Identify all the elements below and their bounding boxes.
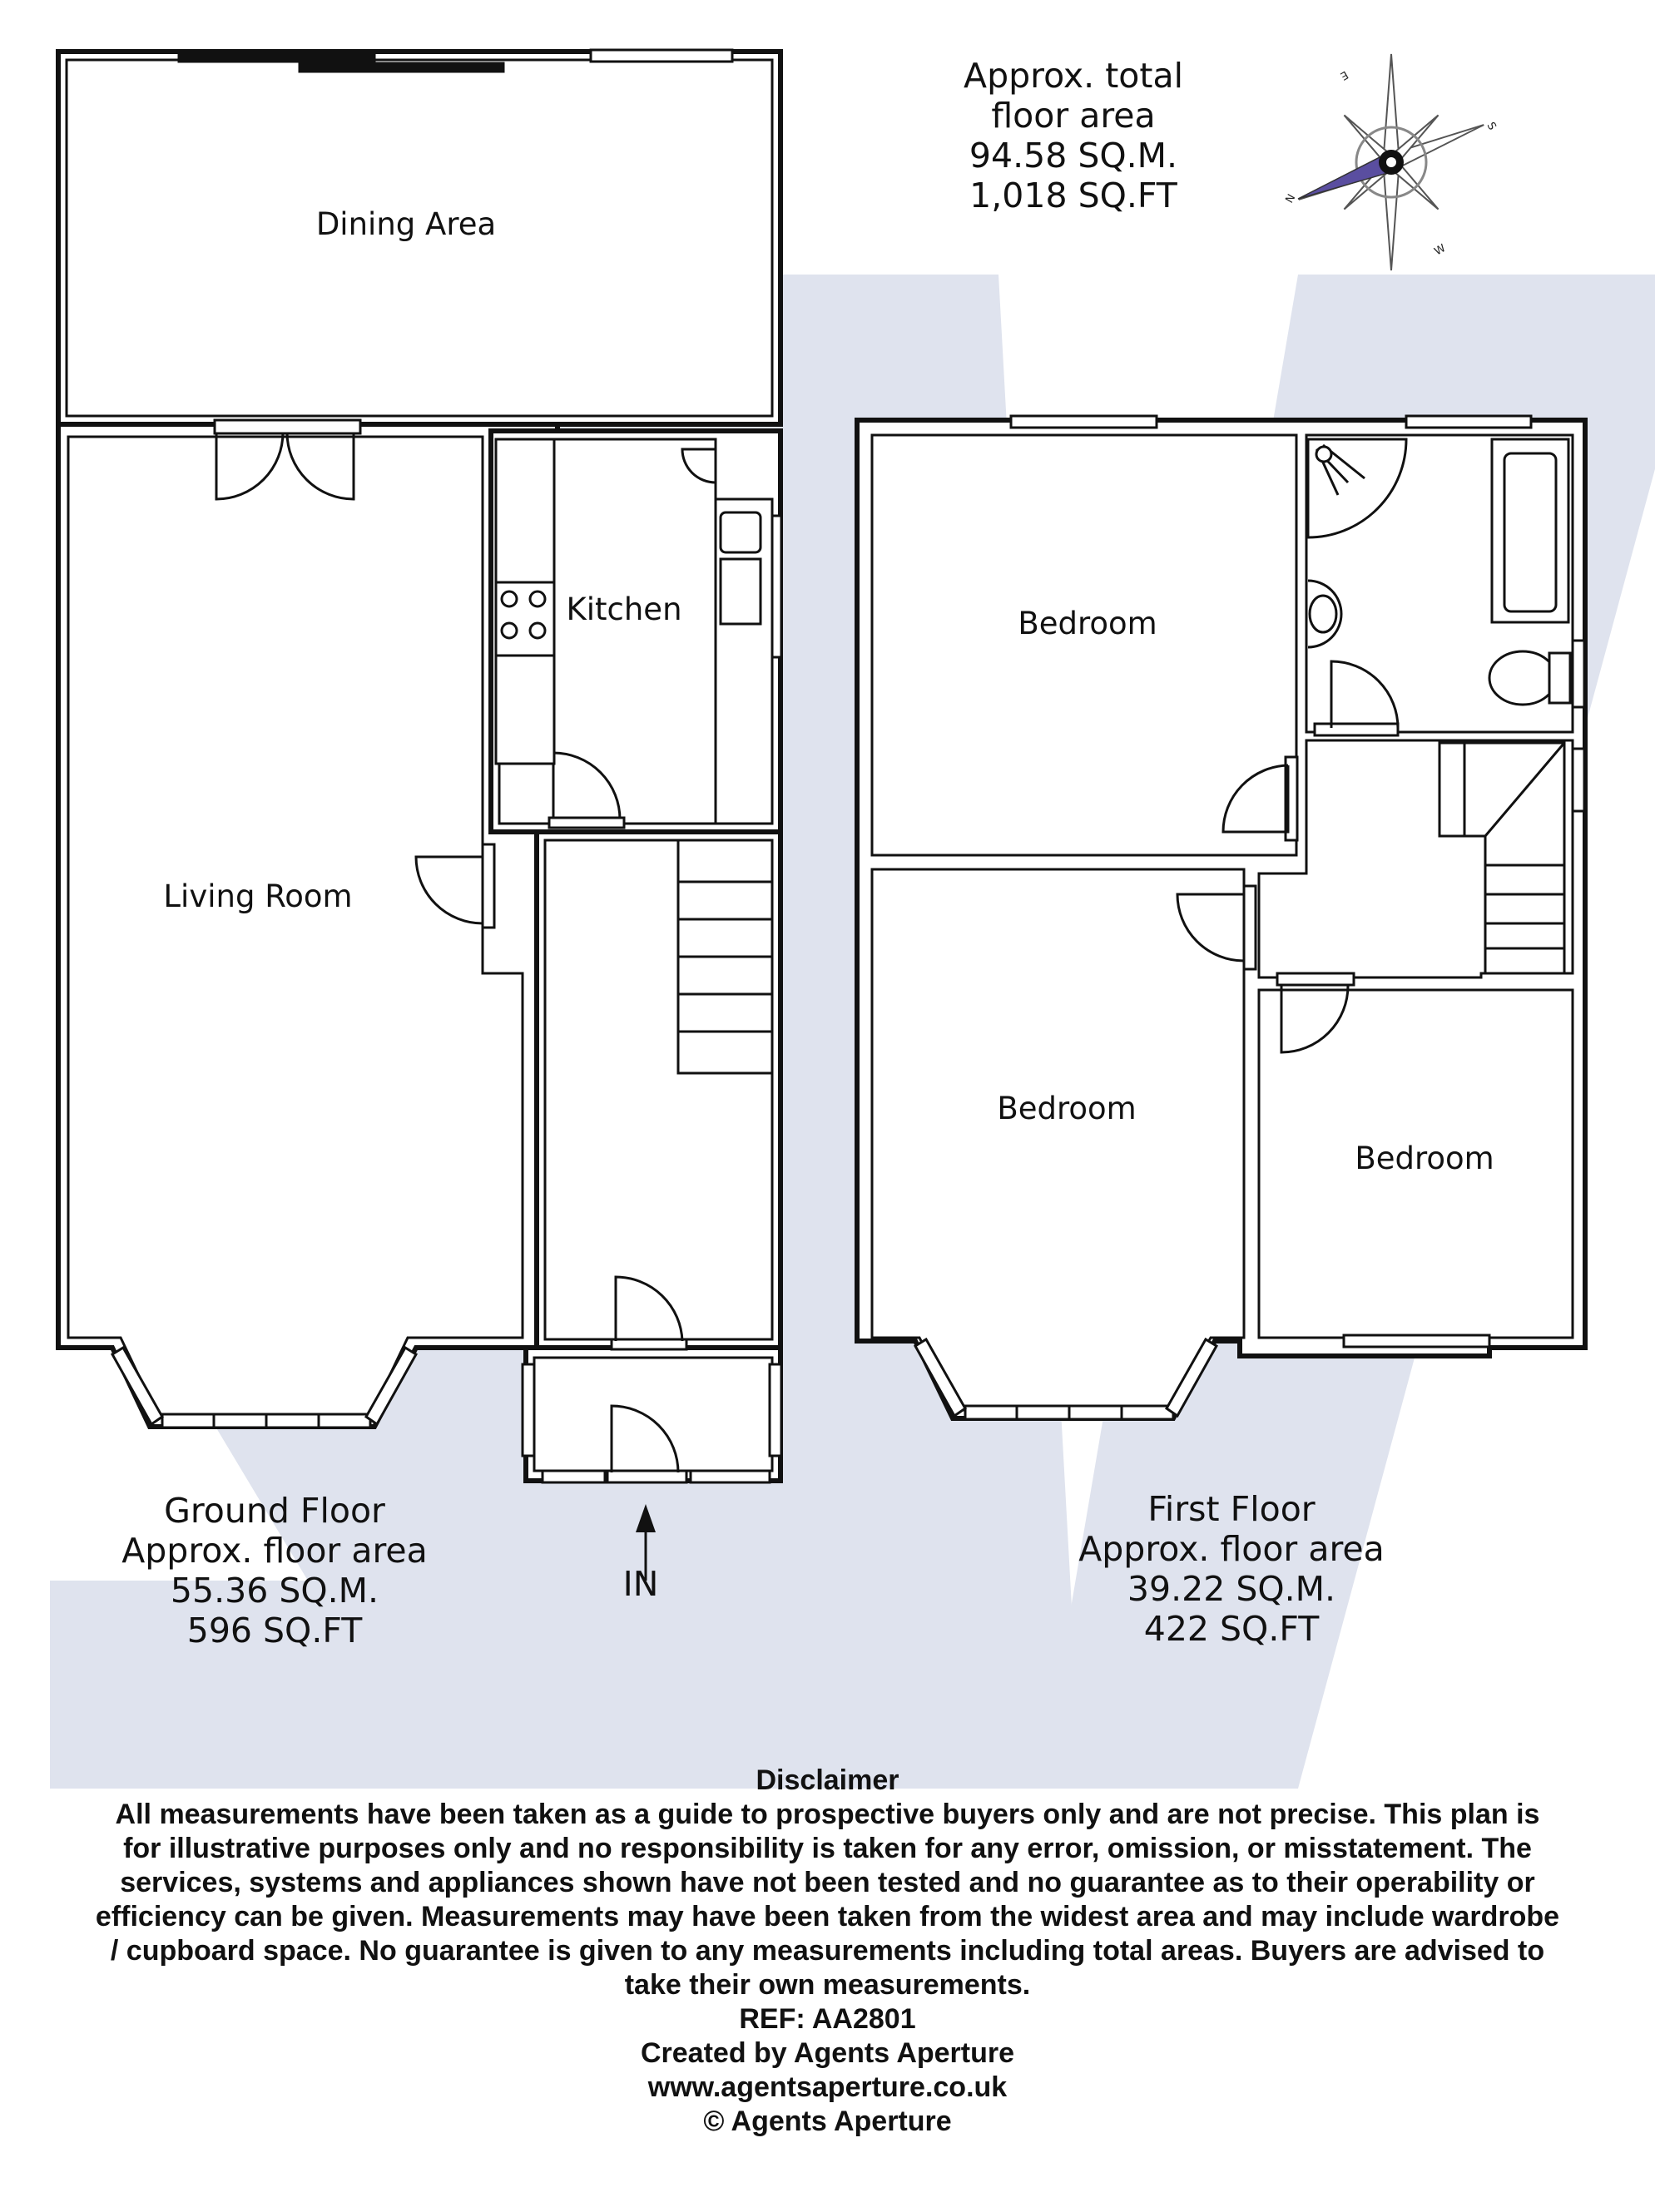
reference-number: REF: AA2801 — [739, 2003, 916, 2035]
first-floor-area-caption: Approx. floor area — [1078, 1529, 1385, 1569]
bedroom-1-label: Bedroom — [1018, 606, 1157, 641]
website-link[interactable]: www.agentsaperture.co.uk — [647, 2071, 1008, 2103]
dining-window — [591, 50, 732, 62]
created-by: Created by Agents Aperture — [640, 2037, 1015, 2069]
kitchen-drainer — [721, 559, 761, 624]
compass-rose-icon — [1283, 54, 1498, 270]
landing-side-window — [1573, 749, 1584, 811]
ground-floor-area-caption: Approx. floor area — [121, 1531, 428, 1571]
porch-window-bottom-right — [691, 1471, 770, 1482]
porch-window-right — [770, 1364, 781, 1456]
compass-w-label: W — [1432, 242, 1449, 259]
bedroom-2-door-frame — [1244, 886, 1256, 969]
kitchen-door-frame — [549, 818, 624, 828]
sliding-door-right — [300, 63, 503, 72]
porch-window-left — [523, 1364, 534, 1456]
toilet-bowl — [1489, 651, 1556, 705]
bedroom-3-label: Bedroom — [1355, 1141, 1494, 1176]
bedroom-1-room — [872, 435, 1296, 855]
dining-area-label: Dining Area — [315, 206, 497, 242]
entrance-label: IN — [622, 1564, 659, 1604]
kitchen-label: Kitchen — [566, 591, 682, 627]
total-area-line-2: floor area — [991, 96, 1156, 136]
copyright-notice: © Agents Aperture — [703, 2106, 952, 2137]
disclaimer-block — [8, 1764, 1647, 2139]
disclaimer-body-line: take their own measurements. — [624, 1969, 1031, 2001]
bedroom-2-label: Bedroom — [997, 1091, 1137, 1126]
first-floor-sqm: 39.22 SQ.M. — [1127, 1569, 1336, 1609]
disclaimer-body-line: services, systems and appliances shown have not been tested and no guarantee as to their operability or — [120, 1867, 1535, 1898]
bedroom-3-door-frame — [1277, 973, 1354, 985]
total-area-summary — [964, 56, 1183, 215]
sliding-door-left — [179, 52, 374, 62]
french-door-frame — [215, 420, 360, 433]
bathroom-window — [1406, 416, 1531, 428]
porch-door-frame — [607, 1471, 686, 1482]
ground-floor-stairs — [678, 840, 772, 1073]
kitchen-sink — [721, 512, 761, 552]
ground-floor-title: Ground Floor — [164, 1491, 385, 1531]
living-room-label: Living Room — [163, 878, 353, 914]
bedroom-1-window — [1011, 416, 1157, 428]
porch-window-bottom-left — [543, 1471, 605, 1482]
shower-head — [1316, 447, 1331, 462]
bedroom-3-window — [1344, 1335, 1489, 1347]
first-floor-plan — [857, 420, 1585, 1418]
ground-floor-plan — [58, 52, 780, 1481]
hall-front-door-frame — [612, 1339, 686, 1349]
ground-floor-sqm: 55.36 SQ.M. — [170, 1571, 379, 1611]
living-room-door-frame — [483, 844, 494, 928]
ground-floor-sqft: 596 SQ.FT — [186, 1611, 363, 1650]
compass-e-label: E — [1337, 67, 1350, 82]
disclaimer-heading: Disclaimer — [756, 1764, 899, 1796]
compass-s-label: S — [1484, 120, 1499, 133]
bathroom-side-window — [1573, 641, 1584, 707]
disclaimer-body-line: / cupboard space. No guarantee is given to any measurements including total areas. Buyers are advised to — [110, 1935, 1545, 1967]
bedroom-2-room — [872, 869, 1244, 1410]
first-floor-title: First Floor — [1147, 1489, 1316, 1529]
toilet-cistern — [1549, 653, 1570, 703]
disclaimer-body-line: for illustrative purposes only and no responsibility is taken for any error, omission, or misstatement. The — [123, 1833, 1532, 1864]
total-area-sqm: 94.58 SQ.M. — [969, 136, 1178, 176]
first-floor-sqft: 422 SQ.FT — [1143, 1609, 1320, 1649]
disclaimer-body-line: All measurements have been taken as a guide to prospective buyers only and are not precise. This plan is — [115, 1799, 1540, 1830]
bathroom-door-frame — [1315, 724, 1398, 735]
compass-n-label: N — [1283, 192, 1299, 205]
total-area-sqft: 1,018 SQ.FT — [969, 176, 1177, 215]
total-area-line-1: Approx. total — [964, 56, 1183, 96]
disclaimer-body-line: efficiency can be given. Measurements may have been taken from the widest area and may include wardrobe — [95, 1901, 1560, 1932]
porch-room — [526, 1348, 780, 1481]
